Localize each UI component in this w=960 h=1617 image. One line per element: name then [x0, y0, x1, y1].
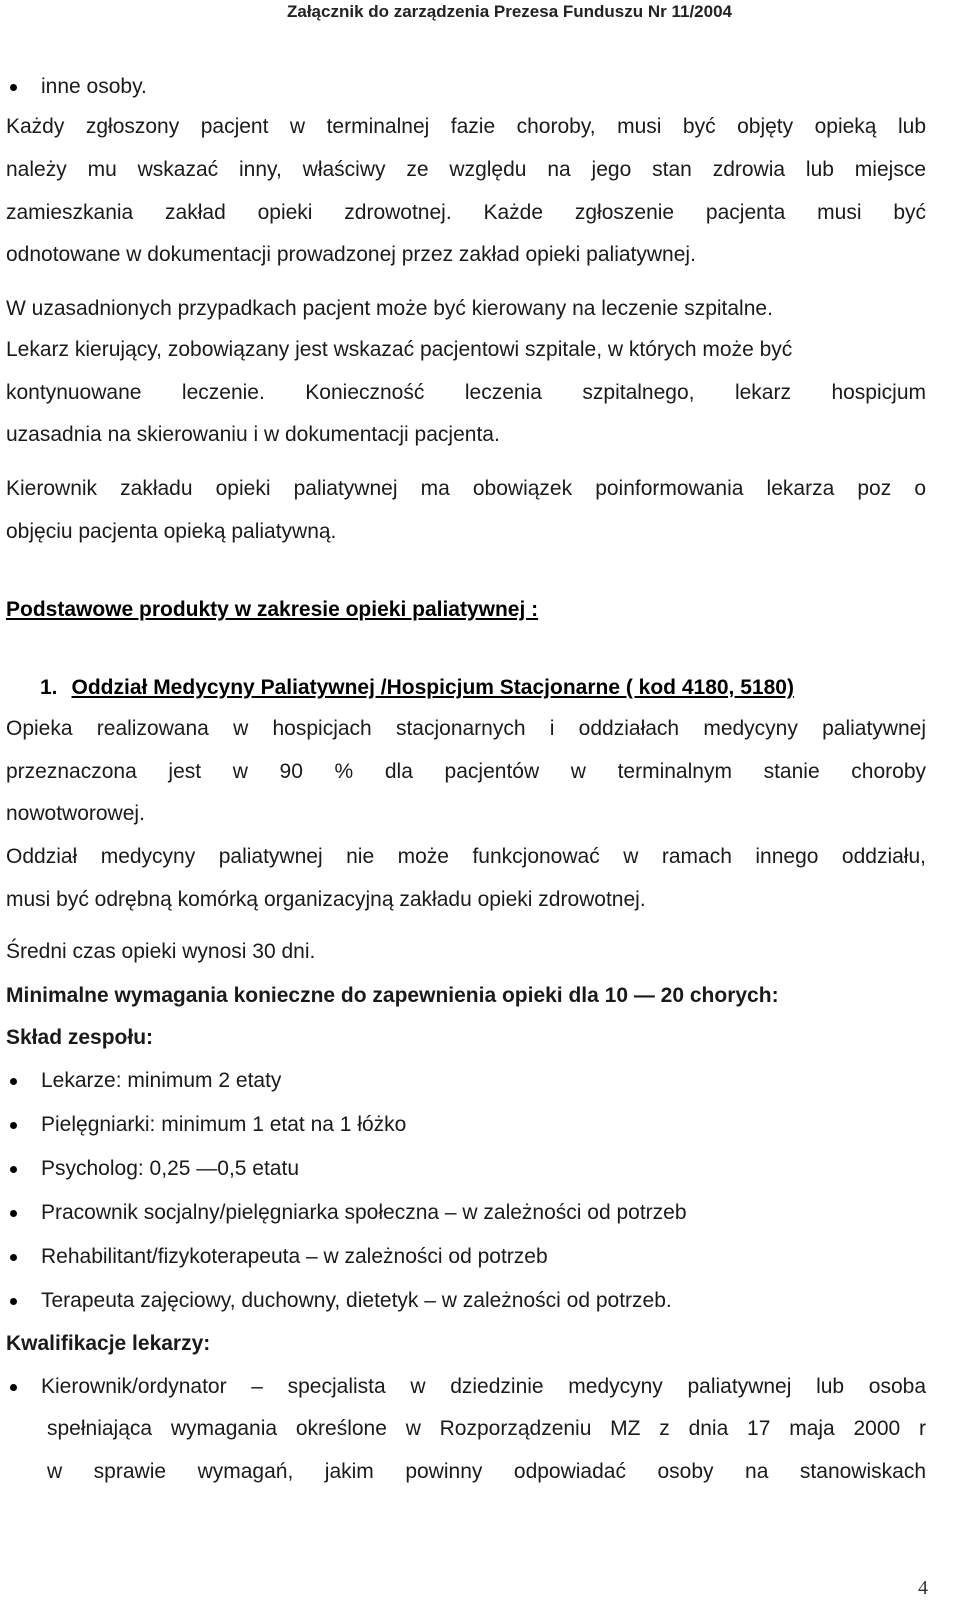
item-title: Oddział Medycyny Paliatywnej /Hospicjum Stacjonarne ( kod 4180, 5180)	[71, 676, 794, 699]
list-item-text: Terapeuta zajęciowy, duchowny, dietetyk – w zależności od potrzeb.	[41, 1289, 672, 1312]
list-item-text: inne osoby.	[41, 75, 147, 98]
paragraph-line: objęciu pacjenta opieką paliatywną.	[6, 520, 337, 543]
list-item-text: Lekarze: minimum 2 etaty	[41, 1069, 282, 1092]
paragraph-line: uzasadnia na skierowaniu i w dokumentacji pacjenta.	[6, 423, 500, 446]
paragraph-line: przeznaczona jest w 90 % dla pacjentów w terminalnym stanie choroby	[6, 760, 926, 783]
item-number: 1.	[40, 676, 58, 699]
bullet-icon	[10, 1210, 17, 1217]
list-item-text: Pracownik socjalny/pielęgniarka społeczna – w zależności od potrzeb	[41, 1201, 687, 1224]
list-item-text: Rehabilitant/fizykoterapeuta – w zależności od potrzeb	[41, 1245, 548, 1268]
paragraph-line: Średni czas opieki wynosi 30 dni.	[6, 940, 316, 963]
bullet-icon	[10, 1078, 17, 1085]
qualifications-heading: Kwalifikacje lekarzy:	[6, 1332, 211, 1355]
paragraph-line: musi być odrębną komórką organizacyjną zakładu opieki zdrowotnej.	[6, 888, 646, 911]
paragraph-line: należy mu wskazać inny, właściwy ze względu na jego stan zdrowia lub miejsce	[6, 158, 926, 181]
paragraph-line: odnotowane w dokumentacji prowadzonej przez zakład opieki paliatywnej.	[6, 243, 696, 266]
bullet-icon	[10, 1254, 17, 1261]
bullet-icon	[10, 1298, 17, 1305]
list-item-continuation: spełniająca wymagania określone w Rozporządzeniu MZ z dnia 17 maja 2000 r	[47, 1417, 926, 1440]
list-item-text: Kierownik/ordynator – specjalista w dziedzinie medycyny paliatywnej lub osoba	[41, 1375, 926, 1398]
numbered-heading	[40, 673, 794, 703]
document-header: Załącznik do zarządzenia Prezesa Funduszu Nr 11/2004	[286, 2, 732, 21]
requirements-heading: Minimalne wymagania konieczne do zapewnienia opieki dla 10 — 20 chorych:	[6, 984, 779, 1007]
team-heading: Skład zespołu:	[6, 1026, 154, 1049]
list-item-text: Pielęgniarki: minimum 1 etat na 1 łóżko	[41, 1113, 407, 1136]
paragraph-line: Lekarz kierujący, zobowiązany jest wskazać pacjentowi szpitale, w których może być	[6, 338, 793, 361]
bullet-icon	[10, 1166, 17, 1173]
paragraph-line: kontynuowane leczenie. Konieczność leczenia szpitalnego, lekarz hospicjum	[6, 381, 926, 404]
paragraph-line: Kierownik zakładu opieki paliatywnej ma obowiązek poinformowania lekarza poz o	[6, 477, 926, 500]
paragraph-line: Oddział medycyny paliatywnej nie może funkcjonować w ramach innego oddziału,	[6, 845, 926, 868]
paragraph-line: Każdy zgłoszony pacjent w terminalnej fazie choroby, musi być objęty opieką lub	[6, 115, 926, 138]
paragraph-line: nowotworowej.	[6, 802, 145, 825]
bullet-icon	[10, 84, 17, 91]
paragraph-line: zamieszkania zakład opieki zdrowotnej. Każde zgłoszenie pacjenta musi być	[6, 201, 926, 224]
bullet-icon	[10, 1384, 17, 1391]
paragraph-line: W uzasadnionych przypadkach pacjent może być kierowany na leczenie szpitalne.	[6, 297, 773, 320]
paragraph-line: Opieka realizowana w hospicjach stacjonarnych i oddziałach medycyny paliatywnej	[6, 717, 926, 740]
list-item-continuation: w sprawie wymagań, jakim powinny odpowiadać osoby na stanowiskach	[47, 1460, 926, 1483]
section-title: Podstawowe produkty w zakresie opieki paliatywnej :	[6, 598, 539, 621]
list-item-text: Psycholog: 0,25 —0,5 etatu	[41, 1157, 299, 1180]
bullet-icon	[10, 1122, 17, 1129]
page-number: 4	[918, 1577, 928, 1599]
